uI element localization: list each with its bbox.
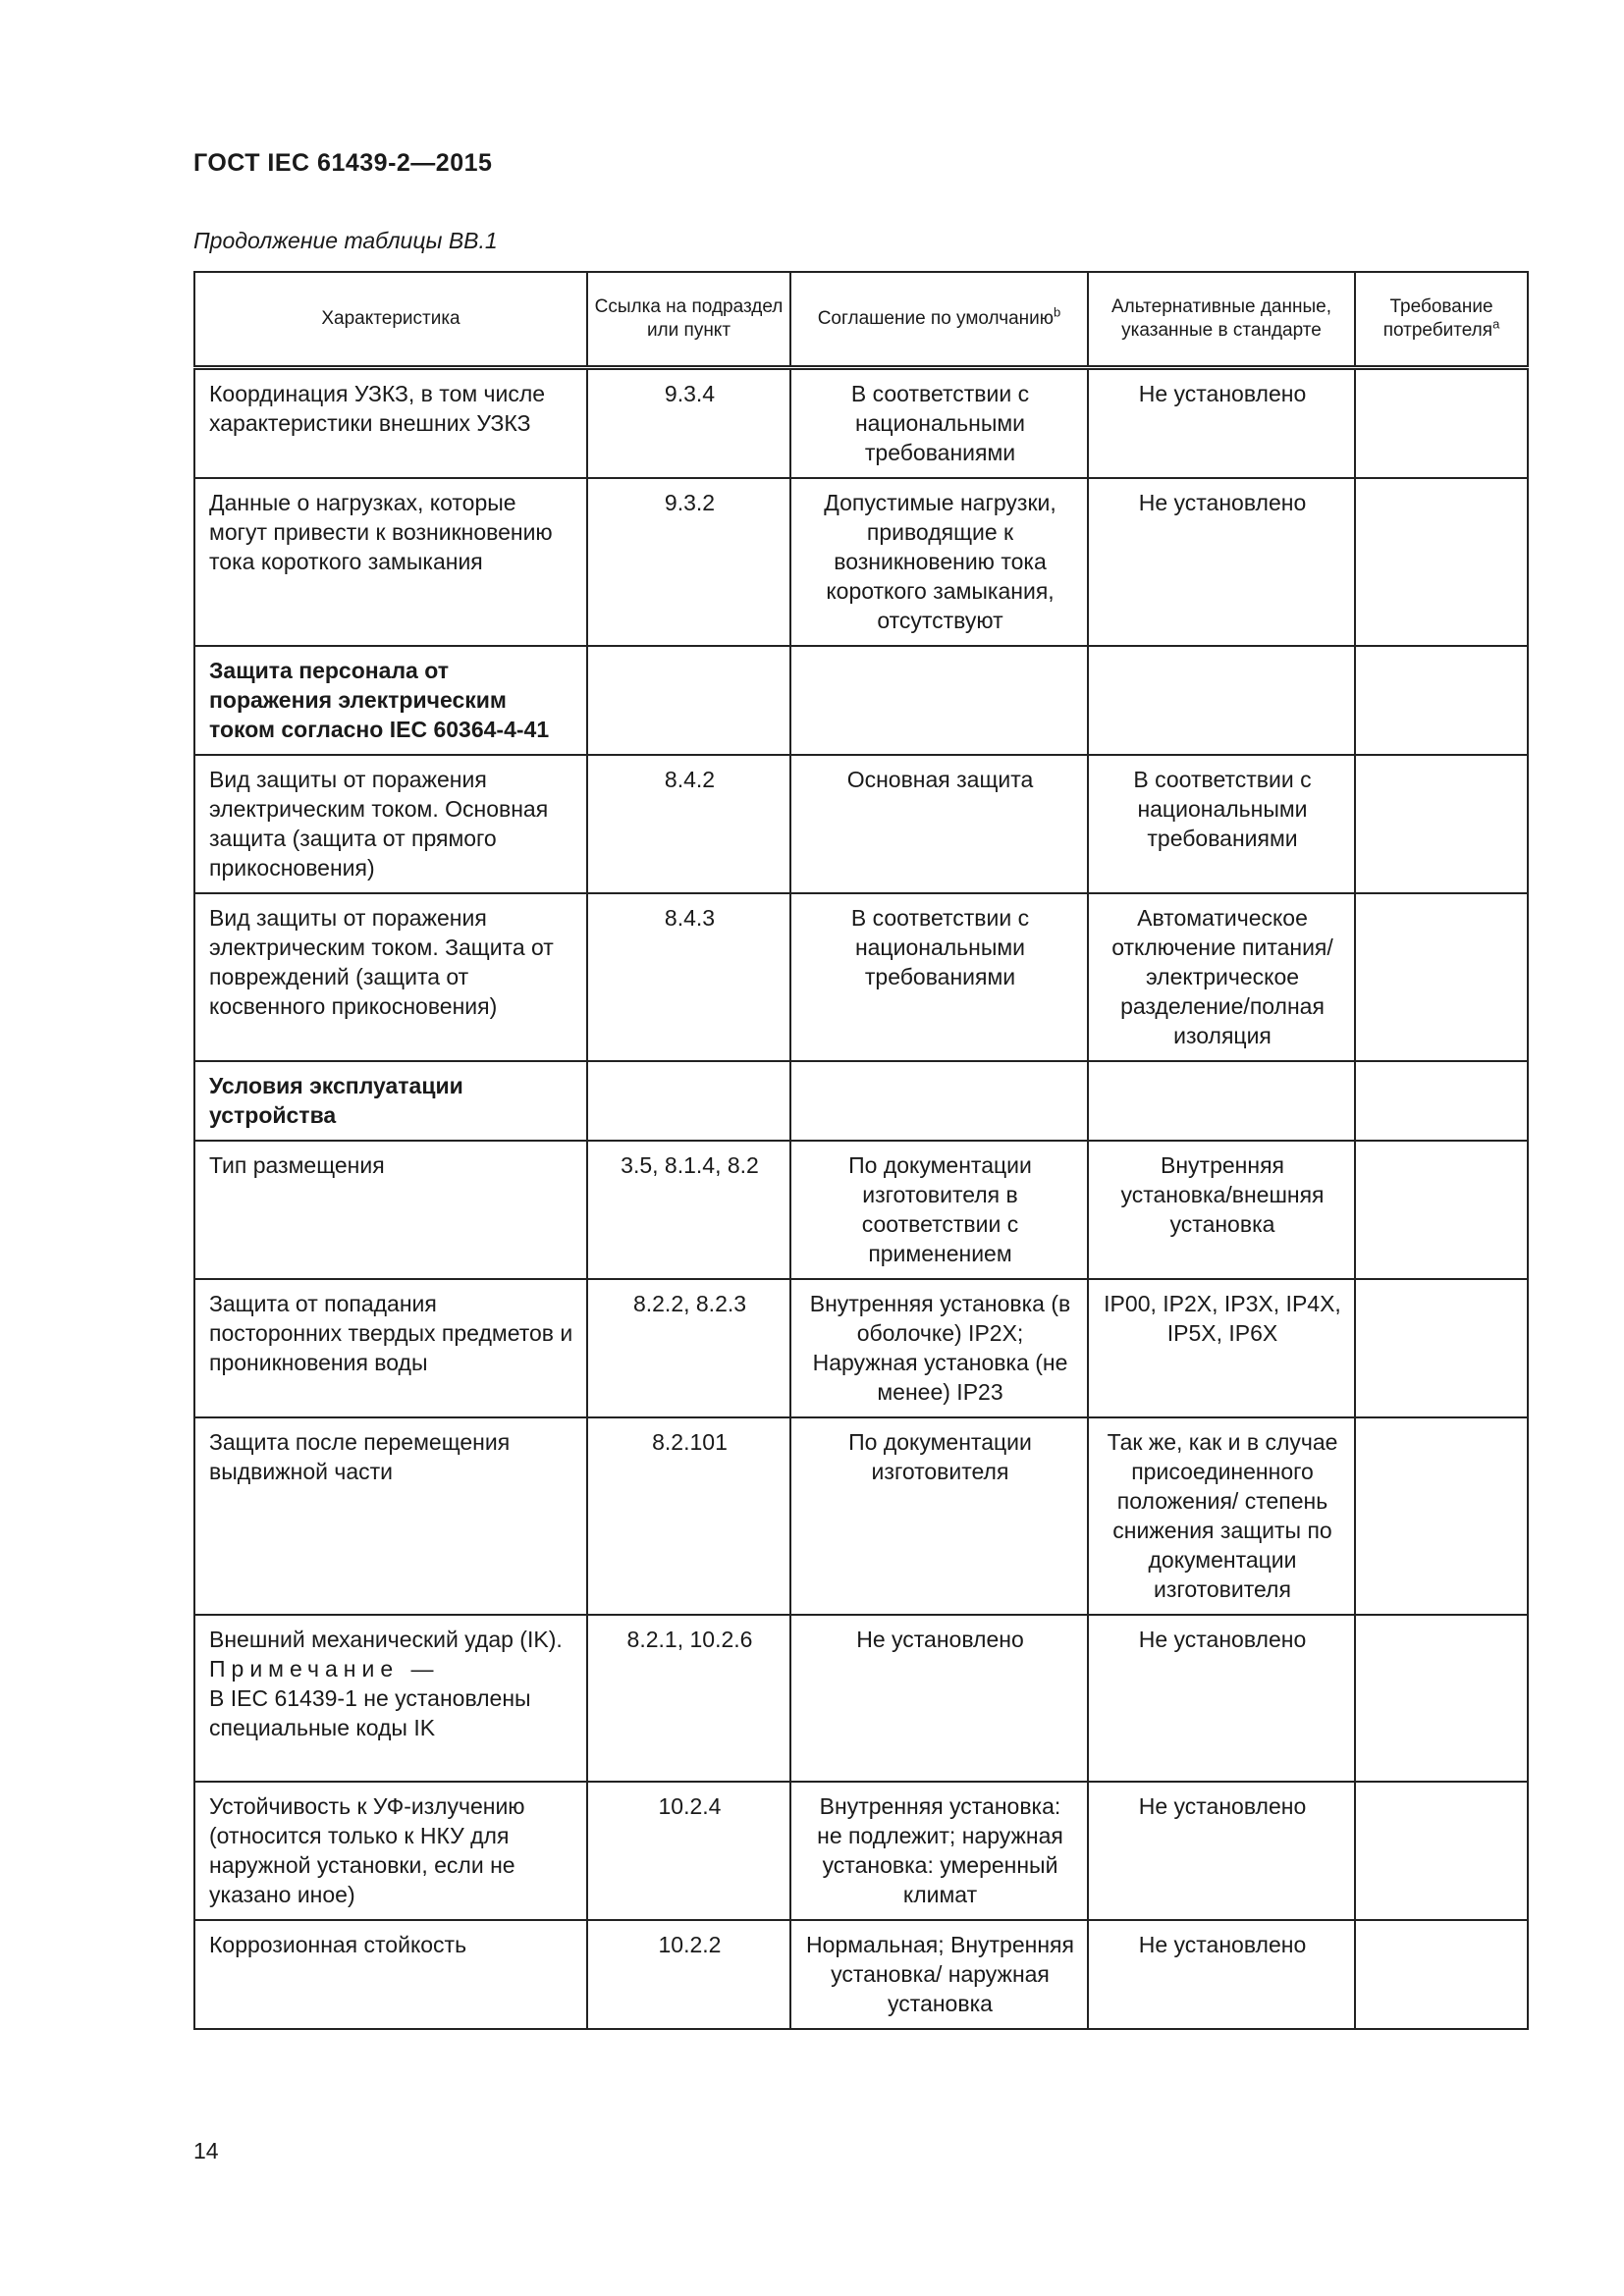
cell-alternative: Не установлено bbox=[1088, 478, 1355, 646]
cell-alternative: Не установлено bbox=[1088, 368, 1355, 479]
column-header-characteristic: Характеристика bbox=[194, 272, 587, 368]
cell-reference: 8.2.101 bbox=[587, 1417, 790, 1615]
cell-reference: 10.2.2 bbox=[587, 1920, 790, 2029]
cell-characteristic: Защита от попадания посторонних твердых предметов и проникновения воды bbox=[194, 1279, 587, 1417]
cell-alternative bbox=[1088, 646, 1355, 755]
cell-reference: 9.3.2 bbox=[587, 478, 790, 646]
cell-reference: 3.5, 8.1.4, 8.2 bbox=[587, 1141, 790, 1279]
cell-alternative: Не установлено bbox=[1088, 1615, 1355, 1782]
cell-reference: 8.2.1, 10.2.6 bbox=[587, 1615, 790, 1782]
table-row bbox=[194, 1782, 1528, 1920]
cell-characteristic: Устойчивость к УФ-излучению (относится только к НКУ для наружной установки, если не указано иное) bbox=[194, 1782, 587, 1920]
cell-default: По документации изготовителя в соответствии с применением bbox=[790, 1141, 1088, 1279]
section-row bbox=[194, 646, 1528, 755]
cell-user-requirement bbox=[1355, 1782, 1528, 1920]
cell-alternative: Автоматическое отключение питания/ электрическое разделение/полная изоляция bbox=[1088, 893, 1355, 1061]
section-heading: Условия эксплуатации устройства bbox=[194, 1061, 587, 1141]
note-label: Примечание — bbox=[209, 1656, 440, 1682]
cell-characteristic: Вид защиты от поражения электрическим током. Основная защита (защита от прямого прикосновения) bbox=[194, 755, 587, 893]
cell-default: В соответствии с национальными требованиями bbox=[790, 893, 1088, 1061]
cell-characteristic: Координация УЗКЗ, в том числе характеристики внешних УЗКЗ bbox=[194, 368, 587, 479]
cell-user-requirement bbox=[1355, 1061, 1528, 1141]
cell-reference: 10.2.4 bbox=[587, 1782, 790, 1920]
table-row bbox=[194, 893, 1528, 1061]
document-title: ГОСТ IEC 61439-2—2015 bbox=[193, 149, 493, 177]
cell-characteristic: Защита после перемещения выдвижной части bbox=[194, 1417, 587, 1615]
cell-default: Основная защита bbox=[790, 755, 1088, 893]
cell-reference: 8.4.2 bbox=[587, 755, 790, 893]
page-number: 14 bbox=[193, 2138, 219, 2163]
cell-default: В соответствии с национальными требованиями bbox=[790, 368, 1088, 479]
cell-default: Внутренняя установка (в оболочке) IP2X; Наружная установка (не менее) IP23 bbox=[790, 1279, 1088, 1417]
column-header-reference: Ссылка на подраздел или пункт bbox=[587, 272, 790, 368]
cell-default: По документации изготовителя bbox=[790, 1417, 1088, 1615]
column-header-default: Соглашение по умолчанию$^b$ bbox=[790, 272, 1088, 368]
cell-alternative: Не установлено bbox=[1088, 1782, 1355, 1920]
cell-alternative: Внутренняя установка/внешняя установка bbox=[1088, 1141, 1355, 1279]
footnote-marker: a bbox=[1492, 316, 1500, 332]
cell-default bbox=[790, 646, 1088, 755]
cell-user-requirement bbox=[1355, 893, 1528, 1061]
table-caption: Продолжение таблицы ВВ.1 bbox=[193, 228, 498, 253]
cell-characteristic: Тип размещения bbox=[194, 1141, 587, 1279]
footnote-marker: b bbox=[1054, 304, 1061, 320]
cell-user-requirement bbox=[1355, 368, 1528, 479]
table-row bbox=[194, 1417, 1528, 1615]
cell-user-requirement bbox=[1355, 1417, 1528, 1615]
cell-alternative: Так же, как и в случае присоединенного положения/ степень снижения защиты по документации изготовителя bbox=[1088, 1417, 1355, 1615]
cell-characteristic: Данные о нагрузках, которые могут привести к возникновению тока короткого замыкания bbox=[194, 478, 587, 646]
cell-alternative: IP00, IP2X, IP3X, IP4X, IP5X, IP6X bbox=[1088, 1279, 1355, 1417]
cell-user-requirement bbox=[1355, 755, 1528, 893]
section-heading: Защита персонала от поражения электрическим током согласно IEC 60364-4-41 bbox=[194, 646, 587, 755]
specification-table bbox=[193, 271, 1529, 2030]
cell-user-requirement bbox=[1355, 1141, 1528, 1279]
cell-reference bbox=[587, 1061, 790, 1141]
column-header-alternative: Альтернативные данные, указанные в стандарте bbox=[1088, 272, 1355, 368]
cell-reference: 8.4.3 bbox=[587, 893, 790, 1061]
cell-default: Допустимые нагрузки, приводящие к возникновению тока короткого замыкания, отсутствуют bbox=[790, 478, 1088, 646]
cell-reference: 8.2.2, 8.2.3 bbox=[587, 1279, 790, 1417]
cell-default: Внутренняя установка: не подлежит; наружная установка: умеренный климат bbox=[790, 1782, 1088, 1920]
cell-reference bbox=[587, 646, 790, 755]
table-row bbox=[194, 1615, 1528, 1782]
table-row bbox=[194, 1141, 1528, 1279]
cell-user-requirement bbox=[1355, 1615, 1528, 1782]
table-row bbox=[194, 1920, 1528, 2029]
table-row bbox=[194, 478, 1528, 646]
section-row bbox=[194, 1061, 1528, 1141]
cell-characteristic: Вид защиты от поражения электрическим током. Защита от повреждений (защита от косвенного прикосновения) bbox=[194, 893, 587, 1061]
cell-characteristic: Коррозионная стойкость bbox=[194, 1920, 587, 2029]
cell-user-requirement bbox=[1355, 478, 1528, 646]
cell-user-requirement bbox=[1355, 1920, 1528, 2029]
cell-alternative bbox=[1088, 1061, 1355, 1141]
column-header-user-requirement: Требование потребителя$^a$ bbox=[1355, 272, 1528, 368]
table-row bbox=[194, 1279, 1528, 1417]
note-text: В IEC 61439-1 не установлены специальные коды IK bbox=[209, 1685, 531, 1740]
cell-alternative: В соответствии с национальными требованиями bbox=[1088, 755, 1355, 893]
cell-default: Не установлено bbox=[790, 1615, 1088, 1782]
cell-default: Нормальная; Внутренняя установка/ наружная установка bbox=[790, 1920, 1088, 2029]
cell-default bbox=[790, 1061, 1088, 1141]
cell-reference: 9.3.4 bbox=[587, 368, 790, 479]
cell-user-requirement bbox=[1355, 646, 1528, 755]
table-row bbox=[194, 755, 1528, 893]
cell-alternative: Не установлено bbox=[1088, 1920, 1355, 2029]
cell-user-requirement bbox=[1355, 1279, 1528, 1417]
cell-characteristic: Внешний механический удар (IK). Примечание — В IEC 61439-1 не установлены специальные коды IK bbox=[194, 1615, 587, 1782]
table-row bbox=[194, 368, 1528, 479]
table-header-row bbox=[194, 272, 1528, 368]
